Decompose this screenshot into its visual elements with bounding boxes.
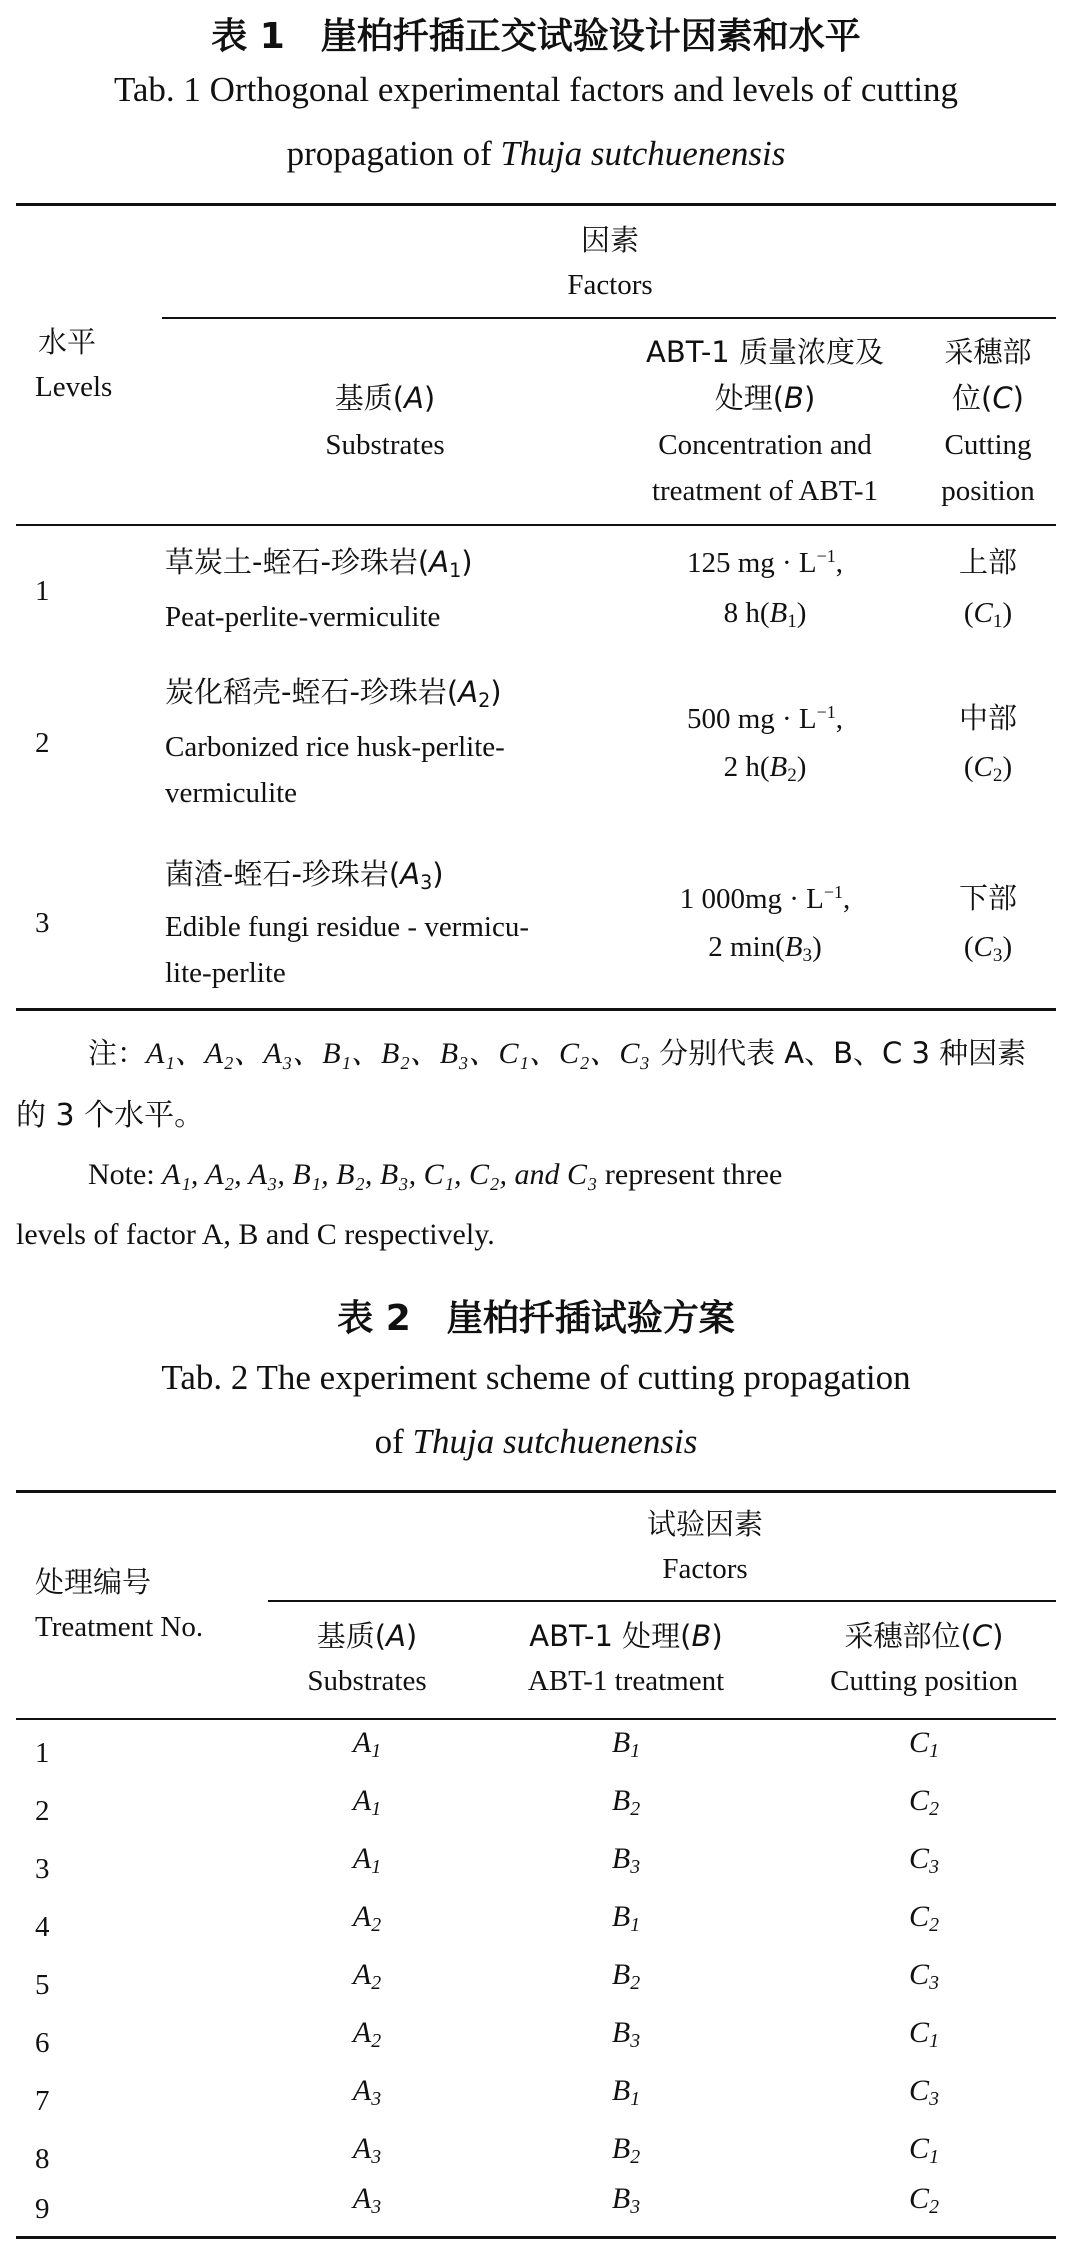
table1-header-colB-zh-line1: ABT-1 质量浓度及 <box>646 335 884 369</box>
table2-row-no: 6 <box>35 2027 50 2059</box>
table1-row1-conc: 125 mg · $L^{-1}$, <box>686 546 844 579</box>
table2-row-no: 9 <box>35 2193 50 2225</box>
table2-header-no-zh: 处理编号 <box>35 1565 152 1599</box>
table2-row-b: $B_1$ <box>611 1900 641 1936</box>
table1-header-colA-zh: 基质(A) <box>334 381 436 415</box>
table1-title-en-line2 <box>287 134 786 174</box>
table1-row2-position-sym: $(C_2)$ <box>963 751 1013 786</box>
table1-note-zh-symbols: A₁、A₂、A₃、B₁、B₂、B₃、C₁、C₂、C₃ <box>146 1037 650 1070</box>
table1-header-colC-en-line1: Cutting <box>944 429 1032 461</box>
table1-header-colC-en-line2: position <box>941 475 1035 507</box>
table1-header-colA-en: Substrates <box>325 429 445 461</box>
table2-row-a: $A_2$ <box>352 1958 382 1994</box>
table2-row-c: $C_3$ <box>909 2074 939 2110</box>
table1-header-colB-zh-line2: 处理(B) <box>714 381 816 415</box>
table1-row2-level: 2 <box>35 727 50 759</box>
table1-row2-conc: 500 mg · $L^{-1}$, <box>686 702 844 735</box>
table2-row-a: $A_1$ <box>352 1726 382 1762</box>
table2-row-a: $A_2$ <box>352 2016 382 2052</box>
table2-row-no: 8 <box>35 2143 50 2175</box>
table1-row3-level: 3 <box>35 907 50 939</box>
table1-header-levels-zh: 水平 <box>38 325 97 359</box>
table2-row-a: $A_3$ <box>352 2132 382 2168</box>
table2-row-a: $A_1$ <box>352 1784 382 1820</box>
table1-header-colB-en-line1: Concentration and <box>658 429 872 461</box>
table1-title-en-line1: Tab. 1 Orthogonal experimental factors and levels of cutting <box>113 70 959 109</box>
table1-note-en-line2: levels of factor A, B and C respectively. <box>16 1218 495 1251</box>
table1-header-colB-en-line2: treatment of ABT-1 <box>651 475 879 507</box>
table1-row1-substrate-en: Peat-perlite-vermiculite <box>165 601 441 633</box>
table1-row3-position-zh: 下部 <box>958 881 1018 915</box>
table1-header-colC-zh-line1: 采穗部 <box>944 335 1032 369</box>
table2-header-factors-zh: 试验因素 <box>646 1507 764 1541</box>
table2-row-no: 3 <box>35 1853 50 1885</box>
table1-row2-substrate-en-line2: vermiculite <box>165 777 298 809</box>
table1-note-en-line1: Note: A₁, A₂, A₃, B₁, B₂, B₃, C₁, C₂, and C₃ represent three <box>88 1158 783 1191</box>
table1-row2-substrate-en-line1: Carbonized rice husk-perlite- <box>165 731 505 763</box>
table2-row-no: 2 <box>35 1795 50 1827</box>
table2-header-rule <box>16 1718 1056 1720</box>
table1-note-en-symbols: A₁, A₂, A₃, B₁, B₂, B₃, C₁, C₂, and C₃ <box>162 1158 598 1191</box>
table2-row-c: $C_1$ <box>909 1726 939 1762</box>
table1-row1-position-zh: 上部 <box>958 545 1018 579</box>
table2-top-rule <box>16 1490 1056 1493</box>
table1-header-rule <box>16 524 1056 526</box>
table1-bottom-rule <box>16 1008 1056 1011</box>
table2-title-species: Thuja sutchuenensis <box>412 1422 698 1461</box>
table2-header-colB-zh: ABT-1 处理(B) <box>529 1619 723 1653</box>
table2-row-no: 7 <box>35 2085 50 2117</box>
table2-header-colB-en: ABT-1 treatment <box>527 1665 725 1697</box>
table2-row-c: $C_2$ <box>909 1900 939 1936</box>
table2-row-no: 4 <box>35 1911 50 1943</box>
table1-header-colC-zh-line2: 位(C) <box>952 381 1024 415</box>
table1-header-factors-en: Factors <box>567 269 653 301</box>
table1-row1-position-sym: $(C_1)$ <box>963 597 1013 632</box>
table2-row-no: 1 <box>35 1737 50 1769</box>
table2-row-c: $C_3$ <box>909 1958 939 1994</box>
table2-header-colC-en: Cutting position <box>830 1665 1018 1697</box>
table1-row1-level: 1 <box>35 575 50 607</box>
table2-header-colA-en: Substrates <box>307 1665 427 1697</box>
table2-factors-rule <box>268 1600 1056 1602</box>
table2-row-b: $B_2$ <box>611 2132 641 2168</box>
table1-row1-substrate-zh: 草炭土-蛭石-珍珠岩$(A_1)$ <box>165 545 473 582</box>
table1-row3-position-sym: $(C_3)$ <box>963 931 1013 966</box>
table2-row-c: $C_2$ <box>909 1784 939 1820</box>
table2-row-a: $A_3$ <box>352 2182 382 2218</box>
table2-row-a: $A_1$ <box>352 1842 382 1878</box>
table2-row-b: $B_1$ <box>611 1726 641 1762</box>
table1-top-rule <box>16 203 1056 206</box>
table2-title-en-line1: Tab. 2 The experiment scheme of cutting propagation <box>161 1358 911 1397</box>
table1-row2-substrate-zh: 炭化稻壳-蛭石-珍珠岩$(A_2)$ <box>165 675 502 712</box>
table2-row-c: $C_1$ <box>909 2132 939 2168</box>
table2-row-c: $C_3$ <box>909 1842 939 1878</box>
table1-row1-time: 8 $h(B_1)$ <box>723 597 807 632</box>
table1-row3-conc: 1 $000mg \cdot L^{-1}$, <box>679 882 851 915</box>
table2-header-factors-en: Factors <box>662 1553 748 1585</box>
table2-row-a: $A_2$ <box>352 1900 382 1936</box>
table2-row-no: 5 <box>35 1969 50 2001</box>
table1-row3-substrate-en-line2: lite-perlite <box>165 957 286 989</box>
table2-header-colC-zh: 采穗部位(C) <box>844 1619 1004 1653</box>
table2-header-colA-zh: 基质(A) <box>316 1619 418 1653</box>
table2-row-b: $B_3$ <box>611 2016 641 2052</box>
table1-header-factors-zh: 因素 <box>580 223 640 257</box>
table2-row-b: $B_2$ <box>611 1784 641 1820</box>
table2-row-b: $B_1$ <box>611 2074 641 2110</box>
table1-factors-rule <box>162 317 1056 319</box>
table2-row-b: $B_2$ <box>611 1958 641 1994</box>
table1-note-zh-line2: 的 3 个水平。 <box>16 1098 205 1133</box>
table1-row3-substrate-zh: 菌渣-蛭石-珍珠岩$(A_3)$ <box>165 857 444 894</box>
table2-title-en-line2: of Thuja sutchuenensis <box>374 1422 698 1461</box>
table1-header-levels-en: Levels <box>35 371 113 403</box>
table1-note-zh-line1: 注：A₁、A₂、A₃、B₁、B₂、B₃、C₁、C₂、C₃ 分别代表 A、B、C 3 种因素 <box>88 1036 1027 1070</box>
table2-row-b: $B_3$ <box>611 2182 641 2218</box>
table2-bottom-rule <box>16 2236 1056 2239</box>
table2-title-zh: 表 2 崖柏扦插试验方案 <box>337 1298 735 1339</box>
table1-row2-time: 2 $h(B_2)$ <box>723 751 807 786</box>
table1-row3-substrate-en-line1: Edible fungi residue - vermicu- <box>165 911 529 943</box>
table1-row2-position-zh: 中部 <box>958 701 1018 735</box>
table2-row-c: $C_2$ <box>909 2182 939 2218</box>
table2-header-no-en: Treatment No. <box>35 1611 204 1643</box>
table1-row3-time: 2 $\min(B_3)$ <box>708 931 822 966</box>
table1-title-zh: 表 1 崖柏扦插正交试验设计因素和水平 <box>211 16 861 57</box>
table2-row-a: $A_3$ <box>352 2074 382 2110</box>
table1-title-en-prefix: propagation of <box>286 134 501 173</box>
table2-row-b: $B_3$ <box>611 1842 641 1878</box>
table2-row-c: $C_1$ <box>909 2016 939 2052</box>
table1-title-species: Thuja sutchuenensis <box>500 134 786 173</box>
